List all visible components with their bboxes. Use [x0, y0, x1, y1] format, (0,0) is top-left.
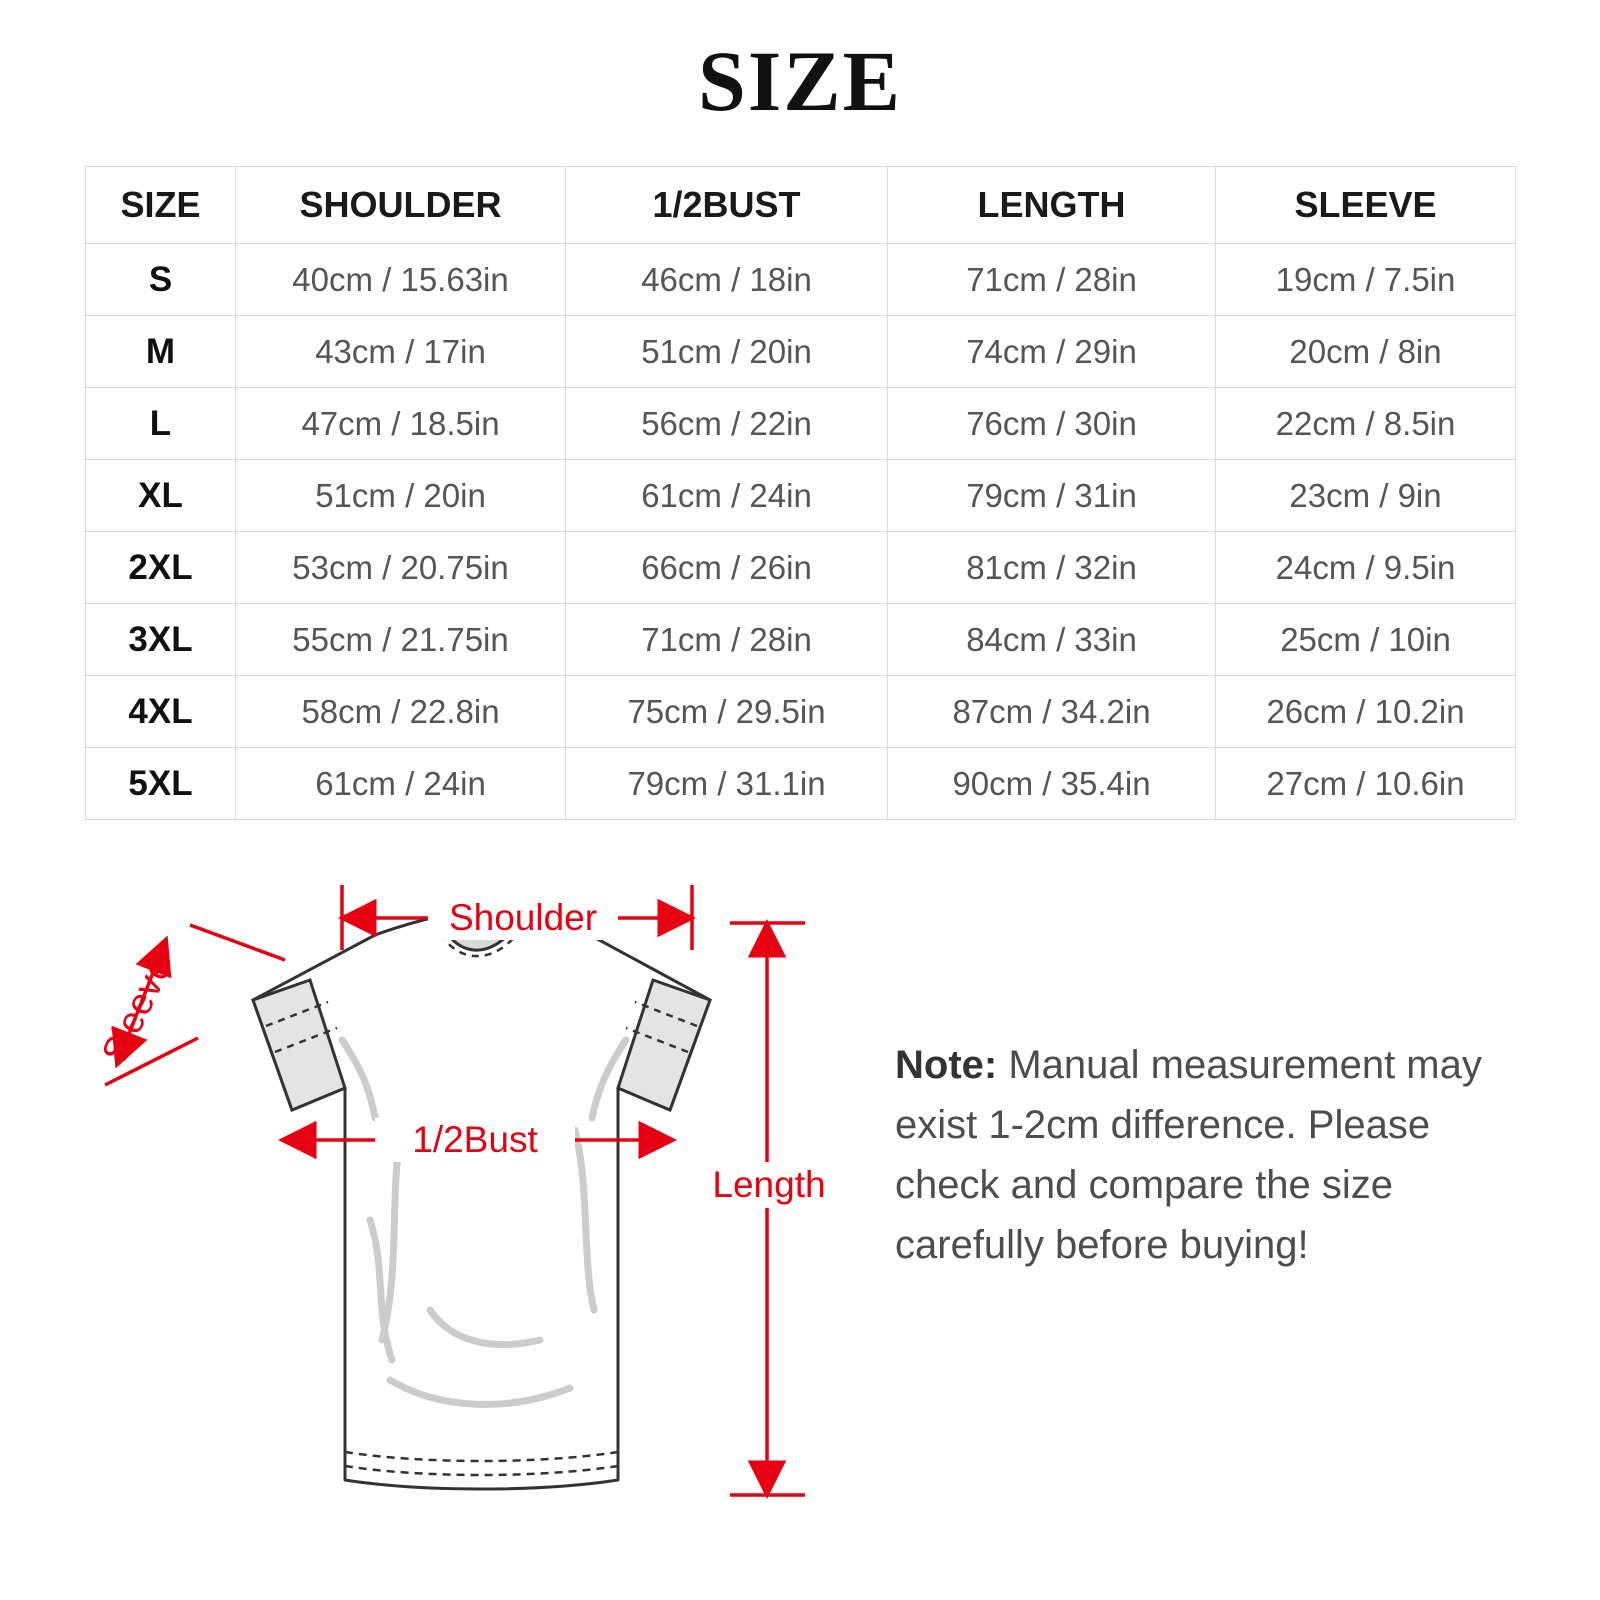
table-row	[86, 604, 1516, 676]
table-row	[86, 532, 1516, 604]
cell-size: 5XL	[86, 748, 236, 820]
cell-sleeve: 19cm / 7.5in	[1216, 244, 1516, 316]
cell-bust: 51cm / 20in	[566, 316, 888, 388]
cell-shoulder: 43cm / 17in	[236, 316, 566, 388]
table-row	[86, 460, 1516, 532]
measurement-diagram-section	[0, 840, 1600, 1570]
cell-length: 81cm / 32in	[888, 532, 1216, 604]
shoulder-label: Shoulder	[448, 897, 598, 938]
cell-size: 2XL	[86, 532, 236, 604]
cell-length: 71cm / 28in	[888, 244, 1216, 316]
cell-sleeve: 23cm / 9in	[1216, 460, 1516, 532]
cell-shoulder: 61cm / 24in	[236, 748, 566, 820]
table-header-row	[86, 167, 1516, 244]
cell-size: L	[86, 388, 236, 460]
column-header-bust: 1/2BUST	[566, 167, 888, 244]
cell-shoulder: 53cm / 20.75in	[236, 532, 566, 604]
note-label: Note:	[895, 1043, 998, 1087]
table-row	[86, 244, 1516, 316]
sleeve-label: Sleeve	[93, 949, 180, 1070]
size-table	[85, 166, 1516, 820]
length-dimension	[730, 923, 805, 1495]
cell-sleeve: 27cm / 10.6in	[1216, 748, 1516, 820]
cell-size: 4XL	[86, 676, 236, 748]
cell-sleeve: 24cm / 9.5in	[1216, 532, 1516, 604]
cell-bust: 71cm / 28in	[566, 604, 888, 676]
table-row	[86, 676, 1516, 748]
table-row	[86, 748, 1516, 820]
cell-sleeve: 22cm / 8.5in	[1216, 388, 1516, 460]
cell-length: 84cm / 33in	[888, 604, 1216, 676]
column-header-size: SIZE	[86, 167, 236, 244]
column-header-shoulder: SHOULDER	[236, 167, 566, 244]
table-row	[86, 388, 1516, 460]
cell-size: 3XL	[86, 604, 236, 676]
cell-size: M	[86, 316, 236, 388]
cell-length: 74cm / 29in	[888, 316, 1216, 388]
cell-shoulder: 58cm / 22.8in	[236, 676, 566, 748]
note-block	[895, 1035, 1535, 1275]
cell-shoulder: 55cm / 21.75in	[236, 604, 566, 676]
tshirt-diagram	[70, 840, 870, 1560]
cell-shoulder: 40cm / 15.63in	[236, 244, 566, 316]
column-header-length: LENGTH	[888, 167, 1216, 244]
cell-sleeve: 25cm / 10in	[1216, 604, 1516, 676]
length-label: Length	[712, 1164, 826, 1205]
cell-bust: 61cm / 24in	[566, 460, 888, 532]
table-row	[86, 316, 1516, 388]
cell-shoulder: 51cm / 20in	[236, 460, 566, 532]
cell-shoulder: 47cm / 18.5in	[236, 388, 566, 460]
note-text: Manual measurement may exist 1-2cm difference. Please check and compare the size carefully before buying!	[895, 1043, 1482, 1267]
cell-length: 76cm / 30in	[888, 388, 1216, 460]
cell-length: 79cm / 31in	[888, 460, 1216, 532]
cell-length: 90cm / 35.4in	[888, 748, 1216, 820]
bust-label: 1/2Bust	[412, 1119, 538, 1160]
cell-bust: 75cm / 29.5in	[566, 676, 888, 748]
cell-bust: 66cm / 26in	[566, 532, 888, 604]
cell-sleeve: 20cm / 8in	[1216, 316, 1516, 388]
column-header-sleeve: SLEEVE	[1216, 167, 1516, 244]
size-table-container	[85, 166, 1515, 820]
cell-bust: 79cm / 31.1in	[566, 748, 888, 820]
cell-bust: 46cm / 18in	[566, 244, 888, 316]
page-title: SIZE	[697, 33, 903, 129]
cell-bust: 56cm / 22in	[566, 388, 888, 460]
cell-size: XL	[86, 460, 236, 532]
cell-size: S	[86, 244, 236, 316]
cell-length: 87cm / 34.2in	[888, 676, 1216, 748]
cell-sleeve: 26cm / 10.2in	[1216, 676, 1516, 748]
